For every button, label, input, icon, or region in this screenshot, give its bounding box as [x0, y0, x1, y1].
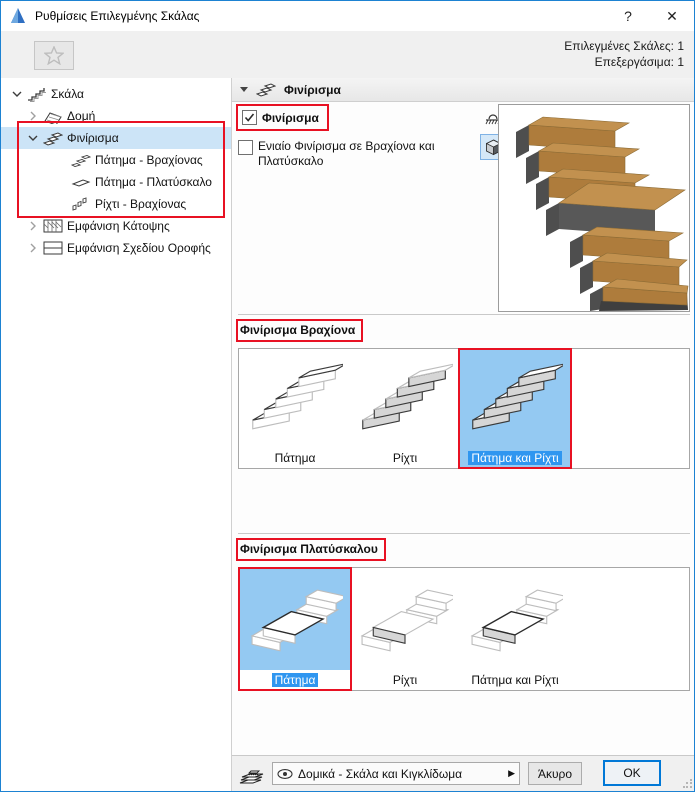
layer-selector[interactable]: [272, 762, 520, 785]
tree-item-ceiling-plan-display[interactable]: [1, 237, 231, 259]
dialog-footer: [232, 755, 695, 792]
option-label: Πάτημα: [272, 673, 319, 687]
section-title-landing-finish: Φινίρισμα Πλατύσκαλου: [236, 538, 386, 561]
chevron-down-icon[interactable]: [9, 88, 25, 100]
layers-icon: [239, 764, 266, 784]
ok-button[interactable]: [603, 760, 661, 786]
riser-flight-icon: [69, 197, 93, 212]
tree-item-label: Πάτημα - Πλατύσκαλο: [95, 175, 212, 189]
tree-item-label: Εμφάνιση Κάτοψης: [67, 219, 170, 233]
option-flight-tread-and-riser[interactable]: [460, 350, 570, 467]
annotation-red-box-finish-checkbox: [236, 104, 329, 131]
landing-finish-options: [238, 567, 690, 691]
stair-3d-render: [499, 105, 689, 311]
layer-value: Δομικά - Σκάλα και Κιγκλίδωμα: [298, 766, 463, 781]
tree-item-label: Πάτημα - Βραχίονας: [95, 153, 203, 167]
option-label: Πάτημα και Ρίχτι: [468, 451, 561, 465]
option-landing-tread[interactable]: [240, 569, 350, 689]
tree-item-structure[interactable]: [1, 105, 231, 127]
option-landing-tread-and-riser[interactable]: [460, 569, 570, 689]
tread-landing-icon: [69, 176, 93, 188]
tree-item-label: Φινίρισμα: [67, 131, 119, 145]
finish-checkbox-row[interactable]: [242, 110, 319, 125]
settings-tree: [1, 78, 232, 791]
chevron-right-icon[interactable]: [25, 220, 41, 232]
uniform-finish-checkbox-label: Ενιαίο Φινίρισμα σε Βραχίονα και Πλατύσκαλο: [258, 139, 435, 168]
tread-flight-icon: [69, 153, 93, 168]
help-button[interactable]: ?: [624, 8, 632, 24]
archicad-logo-icon: [9, 7, 27, 25]
option-landing-riser[interactable]: [350, 569, 460, 689]
dialog-toolbar: [1, 31, 694, 78]
tree-item-stair[interactable]: [1, 83, 231, 105]
favorites-button[interactable]: [34, 41, 74, 70]
tree-item-label: Εμφάνιση Σχεδίου Οροφής: [67, 241, 211, 255]
option-label: Πάτημα και Ρίχτι: [471, 672, 559, 687]
editable-count: Επεξεργάσιμα: 1: [594, 55, 684, 69]
finish-checkbox-label: Φινίρισμα: [262, 110, 319, 125]
section-title-flight-finish: Φινίρισμα Βραχίονα: [236, 319, 363, 342]
close-button[interactable]: ✕: [666, 7, 678, 24]
tree-item-floor-plan-display[interactable]: [1, 215, 231, 237]
structure-icon: [41, 108, 65, 124]
tree-item-label: Σκάλα: [51, 87, 84, 101]
option-label: Ρίχτι: [392, 672, 418, 687]
flight-finish-options: [238, 348, 690, 469]
collapse-triangle-icon: [240, 87, 248, 92]
finish-icon: [254, 81, 278, 98]
title-bar: [1, 1, 694, 31]
tree-item-tread-landing[interactable]: [1, 171, 231, 193]
divider: [238, 314, 690, 315]
checkbox-unchecked-icon[interactable]: [238, 140, 253, 155]
tree-item-label: Ρίχτι - Βραχίονας: [95, 197, 187, 211]
uniform-finish-checkbox-row[interactable]: [238, 139, 470, 170]
star-icon: [44, 46, 64, 65]
stair-3d-preview[interactable]: [498, 104, 690, 312]
tree-item-label: Δομή: [67, 109, 96, 123]
option-label: Ρίχτι: [392, 450, 418, 465]
window-title: Ρυθμίσεις Επιλεγμένης Σκάλας: [35, 9, 200, 23]
cancel-button[interactable]: [528, 762, 582, 785]
tree-item-tread-flight[interactable]: [1, 149, 231, 171]
ceiling-plan-icon: [41, 241, 65, 255]
divider: [238, 533, 690, 534]
panel-header[interactable]: [232, 78, 695, 102]
finish-icon: [41, 130, 65, 147]
option-flight-tread[interactable]: [240, 350, 350, 467]
eye-icon: [277, 769, 293, 779]
dropdown-arrow-icon: ▶: [508, 768, 515, 778]
stair-icon: [25, 87, 49, 102]
option-flight-riser[interactable]: [350, 350, 460, 467]
checkbox-checked-icon[interactable]: [242, 110, 257, 125]
ok-label: OK: [623, 766, 641, 780]
panel-header-title: Φινίρισμα: [284, 82, 341, 97]
chevron-right-icon[interactable]: [25, 242, 41, 254]
selected-stairs-count: Επιλεγμένες Σκάλες: 1: [564, 39, 684, 53]
option-label: Πάτημα: [274, 450, 316, 465]
selection-counters: [564, 38, 684, 70]
tree-item-riser-flight[interactable]: [1, 193, 231, 215]
floor-plan-icon: [41, 219, 65, 233]
resize-grip[interactable]: [683, 779, 693, 789]
cancel-label: Άκυρο: [537, 766, 573, 781]
chevron-right-icon[interactable]: [25, 110, 41, 122]
finish-panel: [232, 78, 695, 791]
chevron-down-icon[interactable]: [25, 132, 41, 144]
tree-item-finish[interactable]: [1, 127, 231, 149]
